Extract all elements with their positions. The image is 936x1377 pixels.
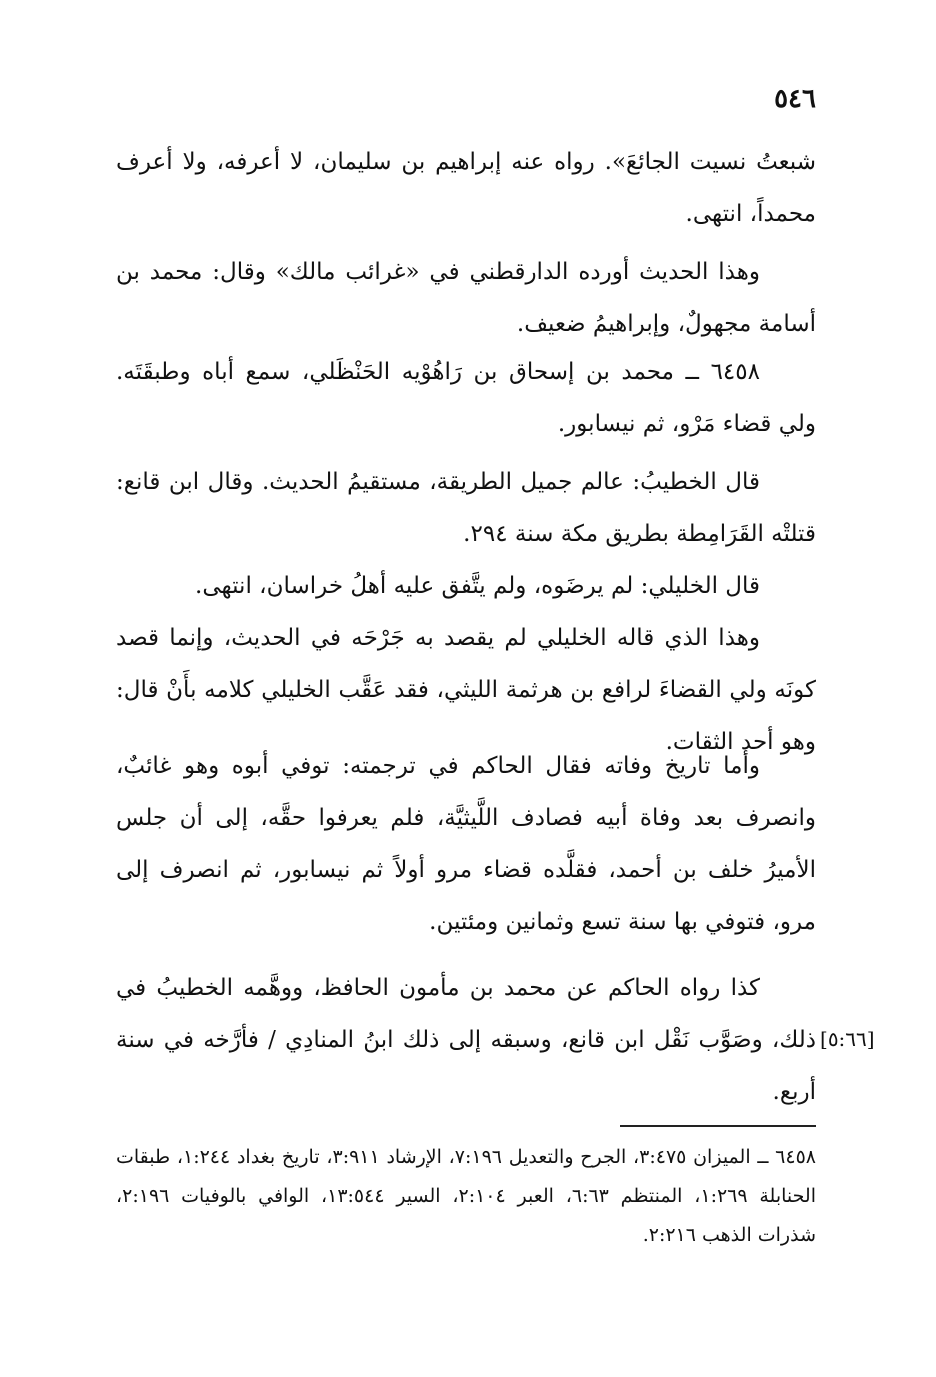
paragraph-1: شبعتُ نسيت الجائعَ». رواه عنه إبراهيم بن سليمان، لا أعرفه، ولا أعرف محمداً، انتهى. (116, 149, 816, 227)
paragraph-khalili: قال الخليلي: لم يرضَوه، ولم يتَّفق عليه أهلُ خراسان، انتهى. (195, 573, 760, 599)
paragraph-jarh: وهذا الذي قاله الخليلي لم يقصد به جَرْحَه في الحديث، وإنما قصد كونَه ولي القضاءَ لرافع بن هرثمة الليثي، فقد عَقَّب الخليلي كلامه بأَنْ قال: وهو أحد الثقات. (116, 625, 816, 755)
paragraph-wafat: وأما تاريخ وفاته فقال الحاكم في ترجمته: توفي أبوه وهو غائبٌ، وانصرف بعد وفاة أبيه فصادف اللَّيثيَّة، فلم يعرفوا حقَّه، إلى أن جلس الأميرُ خلف بن أحمد، فقلَّده قضاء مرو أولاً ثم نيسابور، ثم انصرف إلى مرو، فتوفي بها سنة تسع وثمانين ومئتين. (116, 753, 816, 935)
entry-6458-heading: ٦٤٥٨ ــ محمد بن إسحاق بن رَاهُوْيه الحَنْظَلي، سمع أباه وطبقَتَه. ولي قضاء مَرْو، ثم نيسابور. (116, 359, 816, 437)
margin-volume-page-note: [٥:٦٦] (820, 1027, 875, 1051)
footnote-sources: ٦٤٥٨ ــ الميزان ٣:٤٧٥، الجرح والتعديل ٧:١٩٦، الإرشاد ٣:٩١١، تاريخ بغداد ١:٢٤٤، طبقات الحنابلة ١:٢٦٩، المنتظم ٦:٦٣، العبر ٢:١٠٤، السير ١٣:٥٤٤، الوافي بالوفيات ٢:١٩٦، شذرات الذهب ٢:٢١٦. (116, 1146, 816, 1246)
page-number: ٥٤٦ (774, 84, 816, 114)
footnote-separator (620, 1125, 816, 1127)
paragraph-hakim: كذا رواه الحاكم عن محمد بن مأمون الحافظ، ووهَّمه الخطيبُ في ذلك، وصَوَّب نَقْل ابن قانع، وسبقه إلى ذلك ابنُ المنادِي / فأرَّخه في سنة أربع. (116, 975, 816, 1105)
paragraph-khatib: قال الخطيبُ: عالم جميل الطريقة، مستقيمُ الحديث. وقال ابن قانع: قتلتْه القَرَامِطة بطريق مكة سنة ٢٩٤. (116, 469, 816, 547)
paragraph-2: وهذا الحديث أورده الدارقطني في «غرائب مالك» وقال: محمد بن أسامة مجهولٌ، وإبراهيمُ ضعيف. (116, 259, 816, 337)
